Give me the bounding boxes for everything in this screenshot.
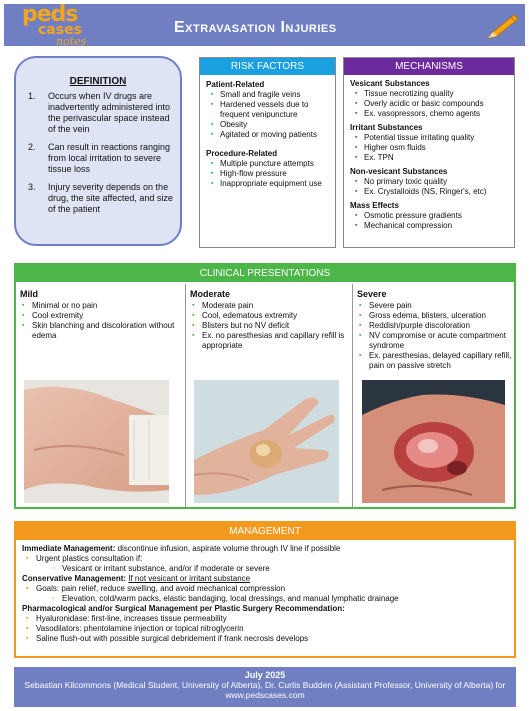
nonvesicant-title: Non-vesicant Substances (350, 167, 448, 176)
patient-related-list (200, 90, 335, 140)
list-item: ▪ Tissue necrotizing quality (344, 89, 514, 99)
list-item: ▪ Mechanical compression (344, 221, 514, 231)
definition-text: Injury severity depends on the drug, the site affected, and size of the patient (48, 182, 173, 214)
list-item: ▪ Minimal or no pain (16, 301, 185, 311)
management-heading: MANAGEMENT (16, 523, 514, 540)
definition-text: Occurs when IV drugs are inadvertently administered into the perivascular space instead of the vein (48, 91, 171, 134)
list-item: ▪ Agitated or moving patients (200, 130, 335, 140)
list-item: ▪ Goals: pain relief, reduce swelling, and avoid mechanical compression (22, 584, 514, 594)
moderate-list (186, 301, 352, 351)
severe-title: Severe (357, 289, 387, 299)
list-item: ▪ Inappropriate equipment use (200, 179, 335, 189)
definition-number: 2. (28, 142, 36, 152)
list-item: ▪ Ex. vasopressors, chemo agents (344, 109, 514, 119)
definition-list (28, 91, 178, 222)
moderate-column (186, 284, 353, 507)
clinical-presentations-panel (14, 263, 516, 509)
definition-number: 1. (28, 91, 36, 101)
vesicant-list (344, 89, 514, 119)
list-item: ▪ Multiple puncture attempts (200, 159, 335, 169)
list-item: ▪ Moderate pain (186, 301, 352, 311)
list-item: ▪ Hyaluronidase: first-line, increases tissue permeability (22, 614, 514, 624)
procedure-related-list (200, 159, 335, 189)
list-item: ▪ Vasodilators: phentolamine injection or topical nitroglycerin (22, 624, 514, 634)
severe-hand-photo (362, 380, 505, 503)
moderate-hand-photo (194, 380, 339, 503)
list-item: ▪ Gross edema, blisters, ulceration (353, 311, 514, 321)
definition-item (28, 91, 178, 135)
list-item: ▪ Cool, edematous extremity (186, 311, 352, 321)
immediate-line (22, 544, 514, 554)
irritant-title: Irritant Substances (350, 123, 423, 132)
list-item: ▪ Ex. no paresthesias and capillary refill is appropriate (186, 331, 352, 351)
list-item: ▪ Ex. Crystalloids (NS, Ringer's, etc) (344, 187, 514, 197)
immediate-list (22, 554, 514, 564)
pharm-label: Pharmacological and/or Surgical Management per Plastic Surgery Recommendation: (22, 604, 345, 613)
list-item: ▪ Reddish/purple discoloration (353, 321, 514, 331)
list-item: ▪ Saline flush-out with possible surgical debridement if frank necrosis develops (22, 634, 514, 644)
list-item: ▪ NV compromise or acute compartment syndrome (353, 331, 514, 351)
list-item: ▪ Overly acidic or basic compounds (344, 99, 514, 109)
mild-list (16, 301, 185, 341)
list-item: ▪ Higher osm fluids (344, 143, 514, 153)
procedure-related-title: Procedure-Related (206, 149, 278, 158)
list-item: ▪ High-flow pressure (200, 169, 335, 179)
list-item: ▪ Ex. TPN (344, 153, 514, 163)
conservative-list (22, 584, 514, 594)
definition-box (14, 56, 182, 246)
irritant-list (344, 133, 514, 163)
mild-title: Mild (20, 289, 38, 299)
list-item: ▪ Cool extremity (16, 311, 185, 321)
immediate-sublist (22, 564, 514, 574)
list-item: ▪ No primary toxic quality (344, 177, 514, 187)
conservative-text: If not vesicant or irritant substance (128, 574, 251, 583)
logo-notes-text: notes (56, 35, 87, 48)
severe-list (353, 301, 514, 371)
list-item: ▪ Osmotic pressure gradients (344, 211, 514, 221)
management-panel (14, 521, 516, 658)
pedscases-logo (22, 2, 88, 50)
footer-date: July 2025 (244, 670, 286, 680)
list-item: ▫ Elevation, cold/warm packs, elastic bandaging, local dressings, and manual lymphatic drainage (22, 594, 514, 604)
pencil-icon (484, 12, 520, 42)
logo-peds-text: peds (22, 2, 78, 27)
list-item: ▪ Potential tissue irritating quality (344, 133, 514, 143)
mild-column (16, 284, 186, 507)
mild-arm-photo (24, 380, 169, 503)
list-item: ▪ Urgent plastics consultation if: (22, 554, 514, 564)
definition-text: Can result in reactions ranging from local irritation to severe tissue loss (48, 142, 171, 174)
risk-factors-heading: RISK FACTORS (200, 58, 335, 75)
list-item: ▪ Obesity (200, 120, 335, 130)
pharm-line (22, 604, 514, 614)
footer (14, 667, 516, 707)
definition-title: DEFINITION (69, 76, 127, 87)
list-item: ▪ Hardened vessels due to frequent venipuncture (200, 100, 335, 120)
vesicant-title: Vesicant Substances (350, 79, 430, 88)
list-item: ▫ Vesicant or irritant substance, and/or if moderate or severe (22, 564, 514, 574)
patient-related-title: Patient-Related (206, 80, 265, 89)
immediate-text: discontinue infusion, aspirate volume through IV line if possible (115, 544, 341, 553)
list-item: ▪ Severe pain (353, 301, 514, 311)
page-title: Extravasation Injuries (174, 19, 337, 36)
nonvesicant-list (344, 177, 514, 197)
definition-item (28, 182, 178, 215)
definition-number: 3. (28, 182, 36, 192)
risk-factors-panel (199, 57, 336, 248)
mechanisms-heading: MECHANISMS (344, 58, 514, 75)
footer-credits: Sebastian Kilcommons (Medical Student, University of Alberta), Dr. Curtis Budden (Assistant Professor, University of Alberta) for www.pedscases.com (24, 680, 506, 700)
logo-cases-text: cases (38, 22, 82, 38)
list-item: ▪ Blisters but no NV deficit (186, 321, 352, 331)
conservative-sublist (22, 594, 514, 604)
list-item: ▪ Ex. paresthesias, delayed capillary refill, pain on passive stretch (353, 351, 514, 371)
moderate-title: Moderate (190, 289, 231, 299)
pharm-list (22, 614, 514, 644)
list-item: ▪ Skin blanching and discoloration without edema (16, 321, 185, 341)
conservative-line (22, 574, 514, 584)
list-item: ▪ Small and fragile veins (200, 90, 335, 100)
conservative-label: Conservative Management: (22, 574, 127, 583)
definition-item (28, 142, 178, 175)
immediate-label: Immediate Management: (22, 544, 116, 553)
management-body (16, 540, 514, 644)
mechanisms-panel (343, 57, 515, 248)
mass-effects-list (344, 211, 514, 231)
mass-effects-title: Mass Effects (350, 201, 399, 210)
clinical-heading: CLINICAL PRESENTATIONS (16, 265, 514, 282)
severe-column (353, 284, 514, 507)
